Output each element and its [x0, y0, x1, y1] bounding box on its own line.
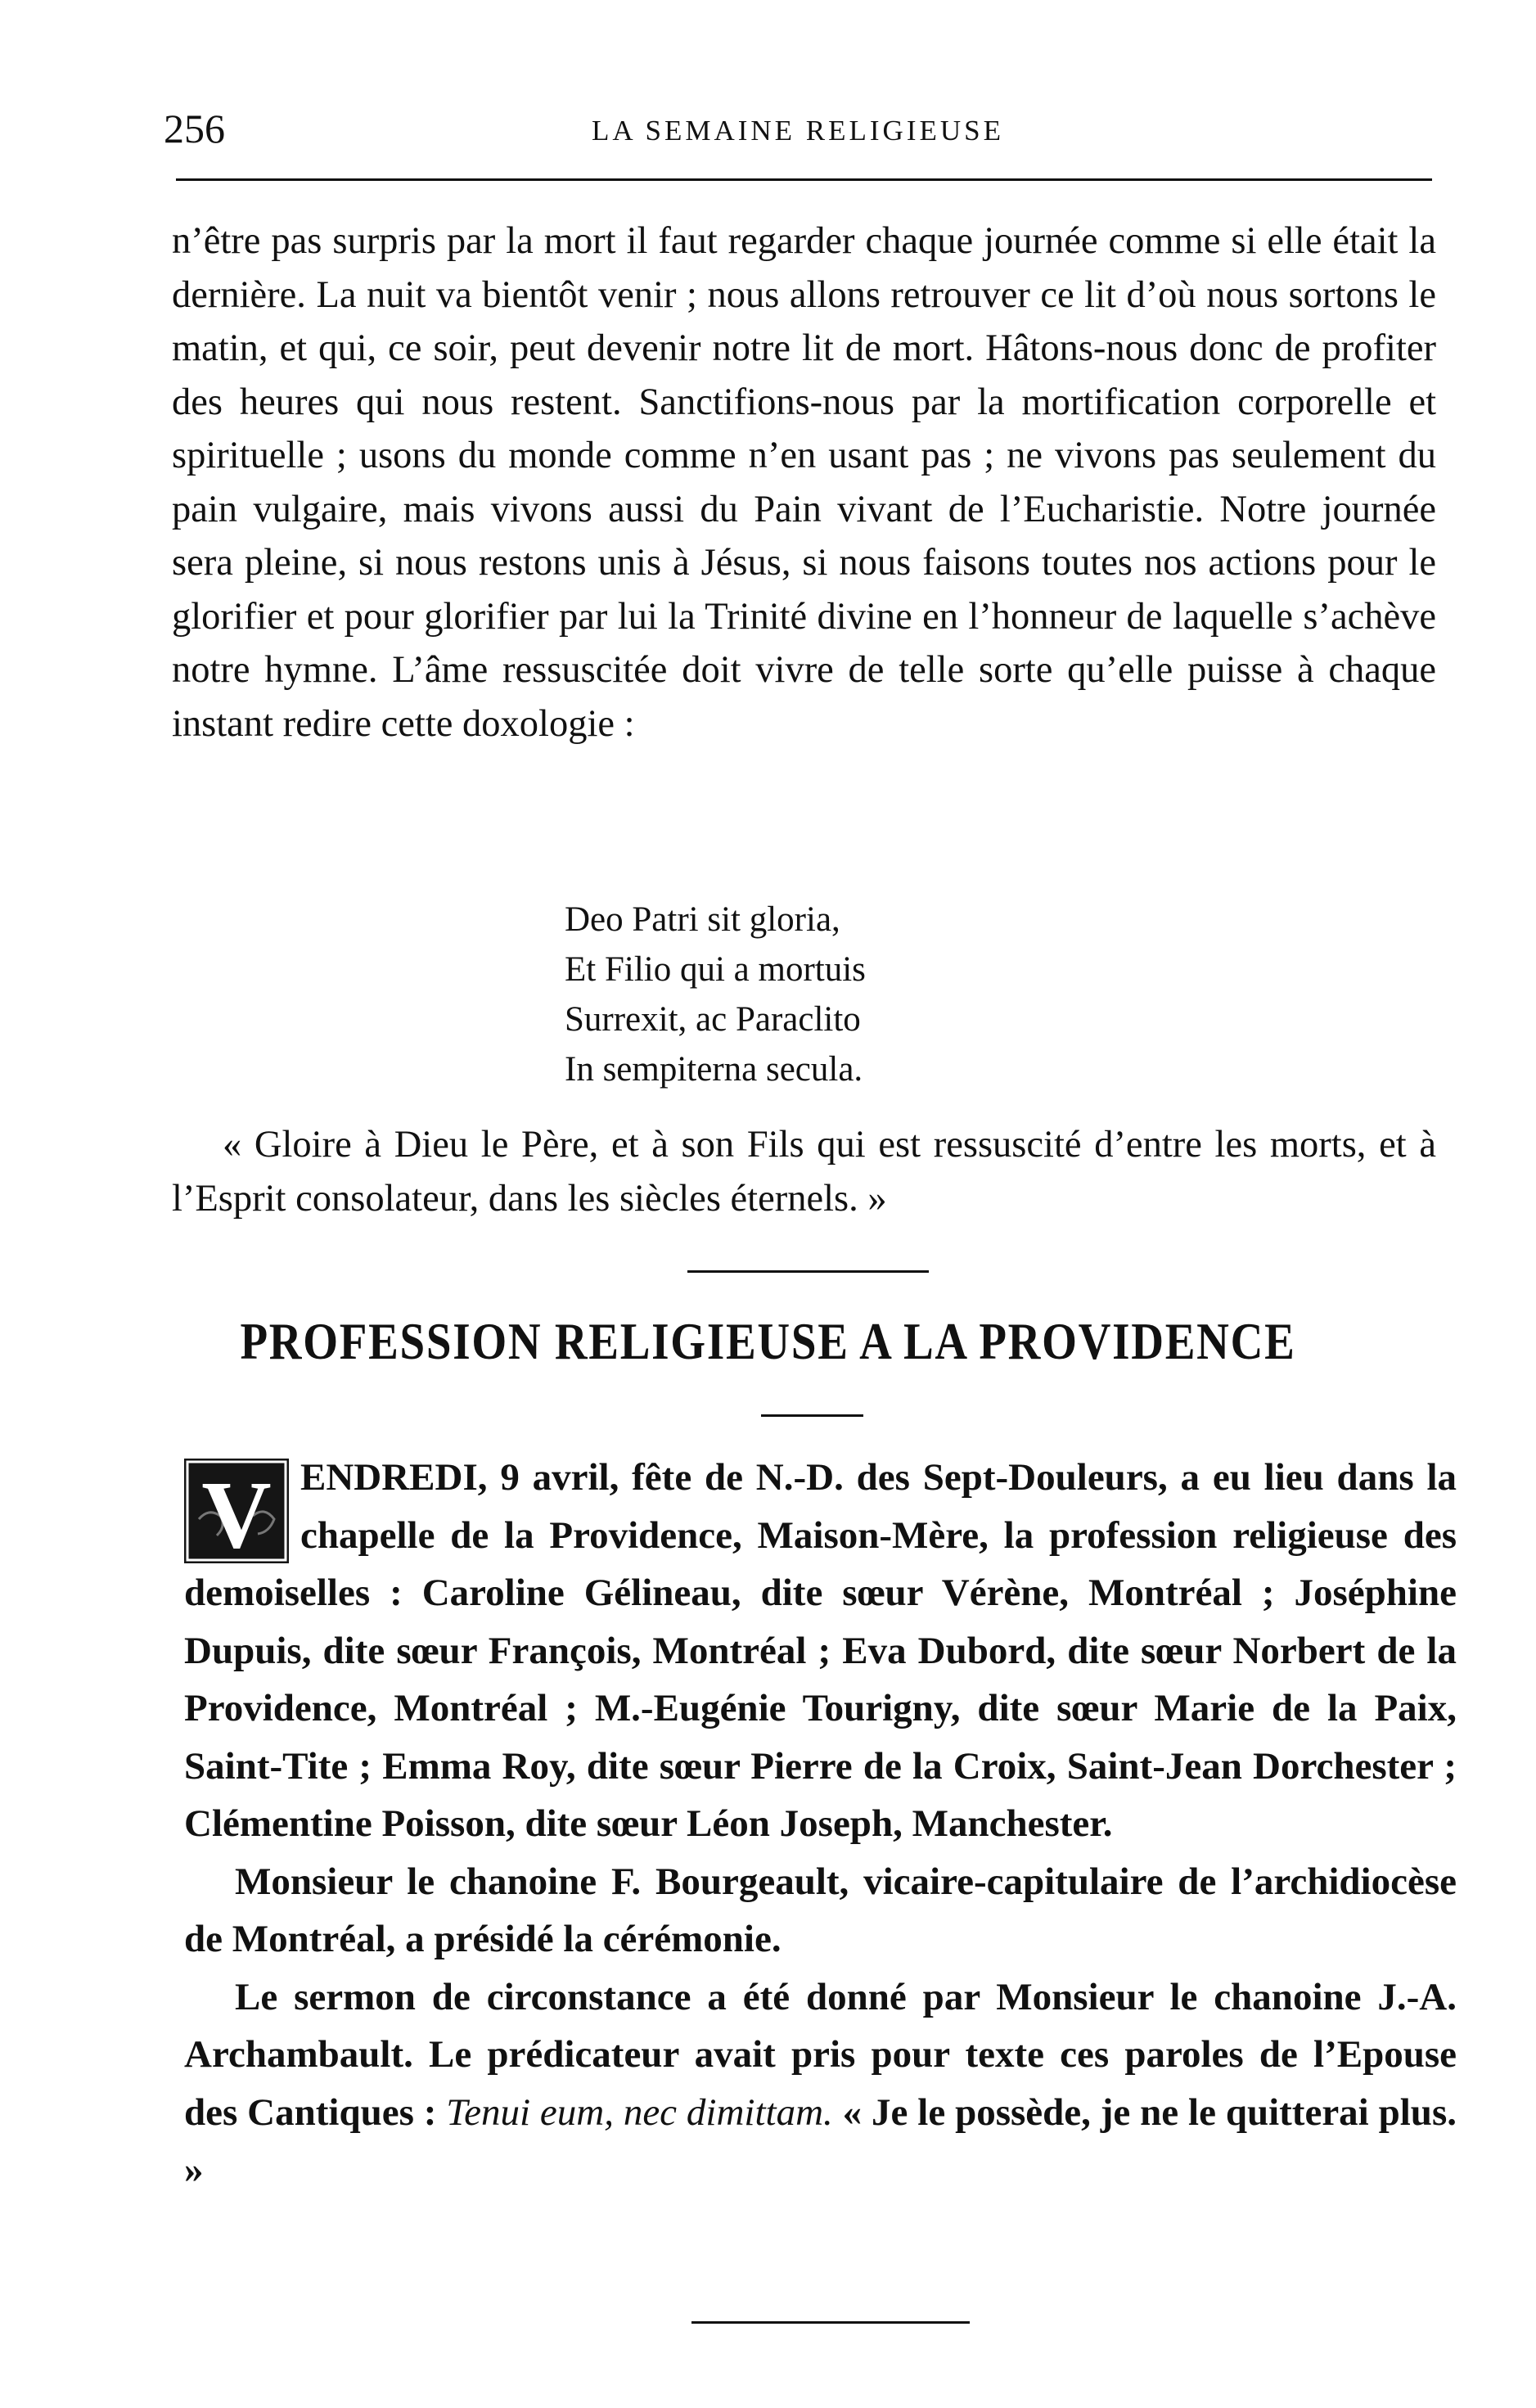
latin-verse — [565, 895, 866, 1094]
verse-line: Deo Patri sit gloria, — [565, 900, 840, 939]
article-body — [184, 1449, 1457, 2199]
verse-line: In sempiterna secula. — [565, 1050, 863, 1089]
verse-line: Surrexit, ac Paraclito — [565, 1000, 861, 1039]
translation-paragraph — [172, 1118, 1436, 1225]
running-title: LA SEMAINE RELIGIEUSE — [592, 115, 1004, 147]
paragraph-3-end: « Je le possède, je ne le quitterai plus. » — [184, 2090, 1457, 2191]
page-number: 256 — [164, 106, 225, 151]
verse-line: Et Filio qui a mortuis — [565, 950, 866, 989]
latin-quote: Tenui eum, nec dimittam. — [446, 2090, 833, 2134]
article-paragraph-1-text: ENDREDI, 9 avril, fête de N.-D. des Sept-Douleurs, a eu lieu dans la chapelle de la Providence, Maison-Mère, la profession religieuse des demoiselles : Caroline Gélineau, dite sœur Vérène, Montréal ; Joséphine Dupuis, dite sœur François, Montréal ; Eva Dubord, dite sœur Norbert de la Providence, Montréal ; M.-Eugénie Tourigny, dite sœur Marie de la Paix, Saint-Tite ; Emma Roy, dite sœur Pierre de la Croix, Saint-Jean Dorchester ; Clémentine Poisson, dite sœur Léon Joseph, Manchester. — [184, 1456, 1457, 1845]
section-title: PROFESSION RELIGIEUSE A LA PROVIDENCE — [240, 1312, 1296, 1370]
end-rule — [691, 2321, 970, 2324]
article-paragraph-3 — [184, 1968, 1457, 2199]
paragraph-text: n’être pas surpris par la mort il faut regarder chaque journée comme si elle était la dernière. La nuit va bientôt venir ; nous allons retrouver ce lit d’où nous sortons le matin, et qui, ce soir, peut devenir notre lit de mort. Hâtons-nous donc de profiter des heures qui nous restent. Sanctifions-nous par la mortification corporelle et spirituelle ; usons du monde comme n’en usant pas ; ne vivons pas seulement du pain vulgaire, mais vivons aussi du Pain vivant de l’Eucharistie. Notre journée sera pleine, si nous restons unis à Jésus, si nous faisons toutes nos actions pour le glorifier et pour glorifier par lui la Trinité divine en l’honneur de laquelle s’achève notre hymne. L’âme ressuscitée doit vivre de telle sorte qu’elle puisse à chaque instant redire cette doxologie : — [172, 220, 1436, 745]
title-underline — [761, 1414, 863, 1417]
header-rule — [176, 178, 1432, 181]
paragraph-3-start: Le sermon de circonstance a été donné par Monsieur le chanoine J.-A. Archambault. Le prédicateur avait pris pour texte ces paroles de l’Epouse des Cantiques : — [184, 1975, 1457, 2134]
translation-text: « Gloire à Dieu le Père, et à son Fils qui est ressuscité d’entre les morts, et à l’Esprit consolateur, dans les siècles éternels. » — [172, 1124, 1436, 1220]
drop-cap-letter — [184, 1459, 289, 1563]
section-divider — [687, 1270, 929, 1273]
article-paragraph-2: Monsieur le chanoine F. Bourgeault, vicaire-capitulaire de l’archidiocèse de Montréal, a présidé la cérémonie. — [184, 1860, 1457, 1960]
body-paragraph-1 — [172, 214, 1436, 751]
drop-cap-ornament — [184, 1459, 289, 1563]
article-paragraph-1 — [184, 1449, 1457, 1853]
svg-text:V: V — [201, 1461, 272, 1563]
running-head — [164, 105, 1432, 154]
